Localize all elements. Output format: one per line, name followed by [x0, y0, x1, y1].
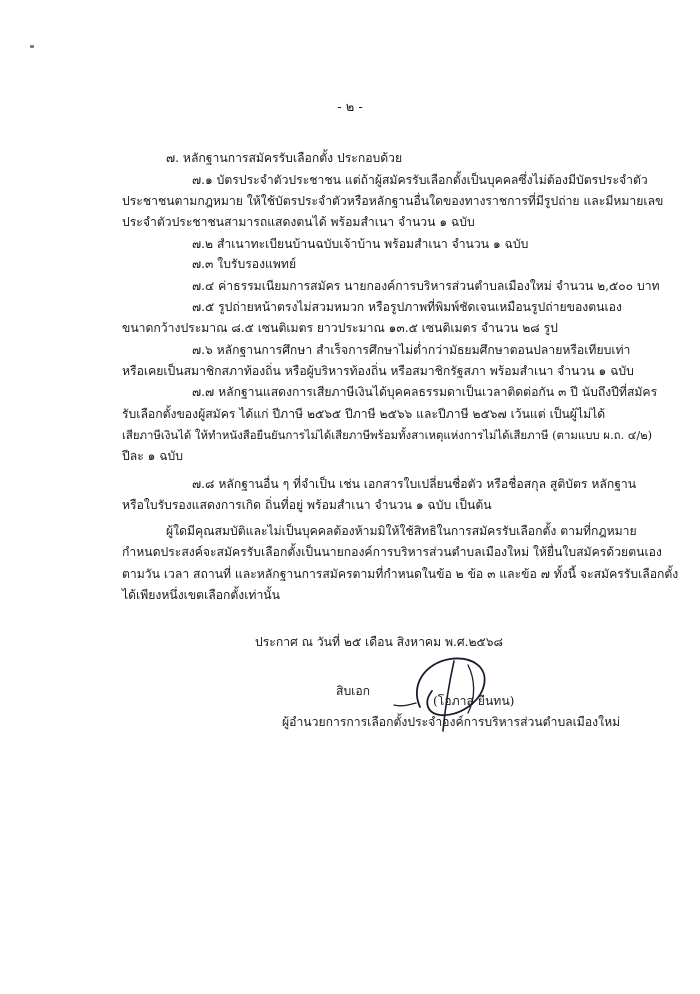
closing-paragraph-line-1: ผู้ใดมีคุณสมบัติและไม่เป็นบุคคลต้องห้ามมิให้ใช้สิทธิในการสมัครรับเลือกตั้ง ตามที่กฎหมาย: [166, 524, 637, 538]
item-7-7-line-2: รับเลือกตั้งของผู้สมัคร ได้แก่ ปีภาษี ๒๕๖๕ ปีภาษี ๒๕๖๖ และปีภาษี ๒๕๖๗ เว้นแต่ เป็นผู้ไม่ได้: [122, 407, 606, 421]
item-7-3: ๗.๓ ใบรับรองแพทย์: [192, 257, 297, 271]
item-7-6-line-2: หรือเคยเป็นสมาชิกสภาท้องถิ่น หรือผู้บริหารท้องถิ่น หรือสมาชิกรัฐสภา พร้อมสำเนา จำนวน ๑ ฉบับ: [122, 364, 634, 378]
closing-paragraph-line-3: ตามวัน เวลา สถานที่ และหลักฐานการสมัครตามที่กำหนดในข้อ ๒ ข้อ ๓ และข้อ ๗ ทั้งนี้ จะสมัครรับเลือกตั้ง: [122, 567, 679, 581]
signatory-name: (โอภาส ยืนทน): [433, 694, 515, 708]
item-7-5-line-2: ขนาดกว้างประมาณ ๘.๕ เซนติเมตร ยาวประมาณ ๑๓.๕ เซนติเมตร จำนวน ๒๘ รูป: [122, 321, 558, 335]
item-7-1-line-1: ๗.๑ บัตรประจำตัวประชาชน แต่ถ้าผู้สมัครรับเลือกตั้งเป็นบุคคลซึ่งไม่ต้องมีบัตรประจำตัว: [192, 173, 648, 187]
scan-speck: [30, 45, 34, 48]
item-7-5-line-1: ๗.๕ รูปถ่ายหน้าตรงไม่สวมหมวก หรือรูปภาพที่พิมพ์ชัดเจนเหมือนรูปถ่ายของตนเอง: [192, 300, 622, 314]
item-7-7-line-1: ๗.๗ หลักฐานแสดงการเสียภาษีเงินได้บุคคลธรรมดาเป็นเวลาติดต่อกัน ๓ ปี นับถึงปีที่สมัคร: [192, 385, 658, 399]
page-number: - ๒ -: [337, 100, 363, 115]
closing-paragraph-line-4: ได้เพียงหนึ่งเขตเลือกตั้งเท่านั้น: [122, 588, 280, 602]
item-7-2: ๗.๒ สำเนาทะเบียนบ้านฉบับเจ้าบ้าน พร้อมสำเนา จำนวน ๑ ฉบับ: [192, 237, 529, 251]
item-7-8-line-1: ๗.๘ หลักฐานอื่น ๆ ที่จำเป็น เช่น เอกสารใบเปลี่ยนชื่อตัว หรือชื่อสกุล สูติบัตร หลักฐาน: [192, 477, 637, 491]
item-7-4: ๗.๔ ค่าธรรมเนียมการสมัคร นายกองค์การบริหารส่วนตำบลเมืองใหม่ จำนวน ๒,๕๐๐ บาท: [192, 279, 660, 293]
item-7-7-line-3: เสียภาษีเงินได้ ให้ทำหนังสือยืนยันการไม่ได้เสียภาษีพร้อมทั้งสาเหตุแห่งการไม่ได้เสียภาษี (ตามแบบ ผ.ถ. ๔/๒): [122, 428, 653, 442]
signatory-rank: สิบเอก: [336, 684, 371, 698]
announcement-date: ประกาศ ณ วันที่ ๒๕ เดือน สิงหาคม พ.ศ.๒๕๖๘: [255, 635, 503, 649]
item-7-1-line-3: ประจำตัวประชาชนสามารถแสดงตนได้ พร้อมสำเนา จำนวน ๑ ฉบับ: [122, 215, 475, 229]
item-7-8-line-2: หรือใบรับรองแสดงการเกิด ถิ่นที่อยู่ พร้อมสำเนา จำนวน ๑ ฉบับ เป็นต้น: [122, 498, 492, 512]
handwritten-signature: [380, 645, 515, 735]
signatory-position: ผู้อำนวยการการเลือกตั้งประจำองค์การบริหารส่วนตำบลเมืองใหม่: [282, 715, 621, 729]
item-7-7-line-4: ปีละ ๑ ฉบับ: [122, 449, 184, 463]
item-7-1-line-2: ประชาชนตามกฎหมาย ให้ใช้บัตรประจำตัวหรือหลักฐานอื่นใดของทางราชการที่มีรูปถ่าย และมีหมายเลข: [122, 194, 664, 208]
item-7-6-line-1: ๗.๖ หลักฐานการศึกษา สำเร็จการศึกษาไม่ต่ำกว่ามัธยมศึกษาตอนปลายหรือเทียบเท่า: [192, 343, 631, 357]
closing-paragraph-line-2: กำหนดประสงค์จะสมัครรับเลือกตั้งเป็นนายกองค์การบริหารส่วนตำบลเมืองใหม่ ให้ยื่นใบสมัครด้วยตนเอง: [122, 545, 662, 559]
section-7-heading: ๗. หลักฐานการสมัครรับเลือกตั้ง ประกอบด้วย: [166, 151, 403, 165]
